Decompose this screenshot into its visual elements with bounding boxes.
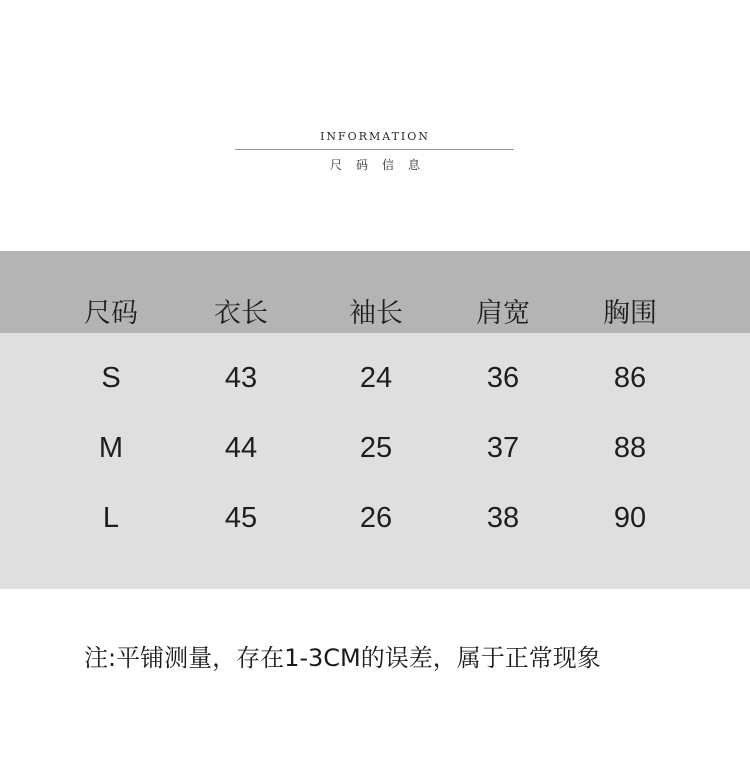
- column-header-size: 尺码: [84, 298, 138, 329]
- table-cell: 38: [486, 502, 520, 534]
- table-cell: S: [101, 362, 121, 394]
- measurement-note: 注:平铺测量，存在1-3CM的误差，属于正常现象: [84, 644, 601, 672]
- table-cell: 25: [359, 432, 393, 464]
- table-cell: 26: [359, 502, 393, 534]
- table-cell: 36: [486, 362, 520, 394]
- table-cell: M: [98, 432, 124, 464]
- size-table: [0, 251, 750, 589]
- table-cell: 43: [224, 362, 258, 394]
- header-title-cn: 尺码信息: [329, 158, 434, 172]
- column-header-chest: 胸围: [603, 298, 657, 329]
- table-cell: 88: [613, 432, 647, 464]
- table-cell: 37: [486, 432, 520, 464]
- table-cell: L: [102, 502, 120, 534]
- table-cell: 86: [613, 362, 647, 394]
- table-header-row: [0, 251, 750, 333]
- table-cell: 45: [224, 502, 258, 534]
- table-body: [0, 333, 750, 589]
- header-title-en: INFORMATION: [320, 130, 430, 143]
- table-cell: 90: [613, 502, 647, 534]
- column-header-shoulder: 肩宽: [476, 298, 530, 329]
- column-header-sleeve: 袖长: [349, 298, 403, 329]
- column-header-length: 衣长: [214, 298, 268, 329]
- table-cell: 44: [224, 432, 258, 464]
- table-cell: 24: [359, 362, 393, 394]
- header-divider: [235, 149, 514, 150]
